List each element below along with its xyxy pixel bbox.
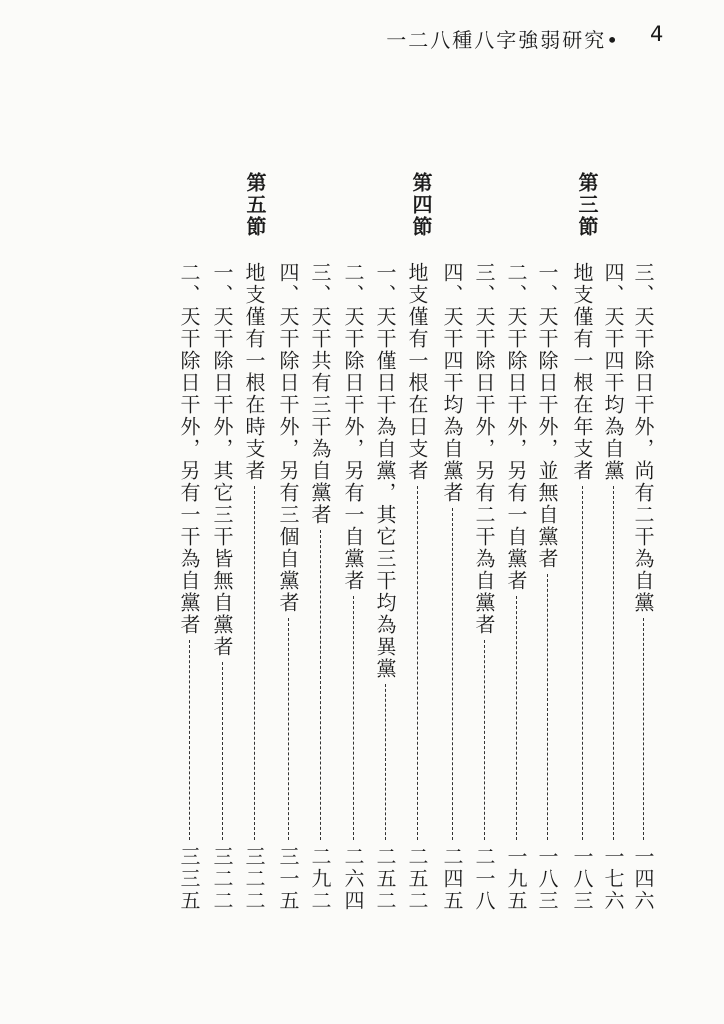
toc-entry-title: 二、天干除日干外，另有一干為自黨者: [177, 262, 201, 636]
toc-entry-page: 二五二: [373, 846, 397, 912]
toc-entry-title: 二、天干除日干外，另有一自黨者: [341, 262, 365, 592]
dot-leader: [643, 618, 644, 840]
dot-leader: [547, 574, 548, 840]
dot-leader: [582, 486, 583, 840]
toc-entry-page: 一八三: [570, 846, 594, 912]
toc-entry: [503, 262, 529, 912]
dot-leader: [353, 596, 354, 840]
toc-entry: [600, 262, 626, 912]
toc-entry-title: 四、天干四干均為自黨: [601, 262, 625, 482]
toc-entry-page: 一九五: [504, 846, 528, 912]
dot-leader: [222, 662, 223, 840]
toc-entry-title: 一、天干除日干外，其它三干皆無自黨者: [210, 262, 234, 658]
dot-leader: [320, 530, 321, 840]
toc-entry-title: 一、天干除日干外，並無自黨者: [535, 262, 559, 570]
dot-leader: [385, 684, 386, 840]
dot-leader: [452, 508, 453, 840]
dot-leader: [417, 486, 418, 840]
toc-entry-page: 一四六: [631, 846, 655, 912]
toc-entry-page: 三一五: [276, 846, 300, 912]
toc-entry-title: 地支僅有一根在時支者: [242, 262, 266, 482]
toc-entry-title: 一、天干僅日干為自黨，其它三干均為異黨: [373, 262, 397, 680]
running-header-title: 一二八種八字強弱研究•: [386, 28, 620, 52]
toc-entry: [630, 262, 656, 912]
toc-entry: [209, 262, 235, 912]
toc-entry: [404, 262, 430, 912]
toc-entry-title: 地支僅有一根在年支者: [570, 262, 594, 482]
toc-entry-title: 四、天干四干均為自黨者: [440, 262, 464, 504]
toc-entry-page: 二九二: [308, 846, 332, 912]
toc-entry: [275, 262, 301, 912]
toc-entry-title: 三、天干除日干外，另有二干為自黨者: [472, 262, 496, 636]
toc-entry-title: 地支僅有一根在日支者: [405, 262, 429, 482]
section-heading-4: 第四節: [409, 172, 433, 238]
toc-entry-page: 二五二: [405, 846, 429, 912]
toc-entry-title: 二、天干除日干外，另有一自黨者: [504, 262, 528, 592]
toc-entry-title: 三、天干除日干外，尚有二干為自黨: [631, 262, 655, 614]
toc-entry-title: 四、天干除日干外，另有三個自黨者: [276, 262, 300, 614]
toc-entry: [471, 262, 497, 912]
section-heading-3: 第三節: [575, 172, 599, 238]
toc-entry: [241, 262, 267, 912]
section-heading-5: 第五節: [243, 172, 267, 238]
toc-entry: [534, 262, 560, 912]
toc-entry: [569, 262, 595, 912]
page-number: 4: [650, 22, 664, 46]
toc-entry: [372, 262, 398, 912]
toc-entry-page: 一七六: [601, 846, 625, 912]
toc-entry-page: 二一八: [472, 846, 496, 912]
toc-entry: [176, 262, 202, 912]
toc-entry-page: 三二二: [210, 846, 234, 912]
toc-entry: [439, 262, 465, 912]
toc-entry-page: 一八三: [535, 846, 559, 912]
toc-entry-page: 二六四: [341, 846, 365, 912]
toc-entry-page: 三三五: [177, 846, 201, 912]
toc-entry-title: 三、天干共有三干為自黨者: [308, 262, 332, 526]
dot-leader: [189, 640, 190, 840]
toc-entry-page: 三二二: [242, 846, 266, 912]
toc-entry: [307, 262, 333, 912]
dot-leader: [288, 618, 289, 840]
dot-leader: [516, 596, 517, 840]
dot-leader: [484, 640, 485, 840]
toc-entry-page: 二四五: [440, 846, 464, 912]
toc-entry: [340, 262, 366, 912]
dot-leader: [613, 486, 614, 840]
dot-leader: [254, 486, 255, 840]
